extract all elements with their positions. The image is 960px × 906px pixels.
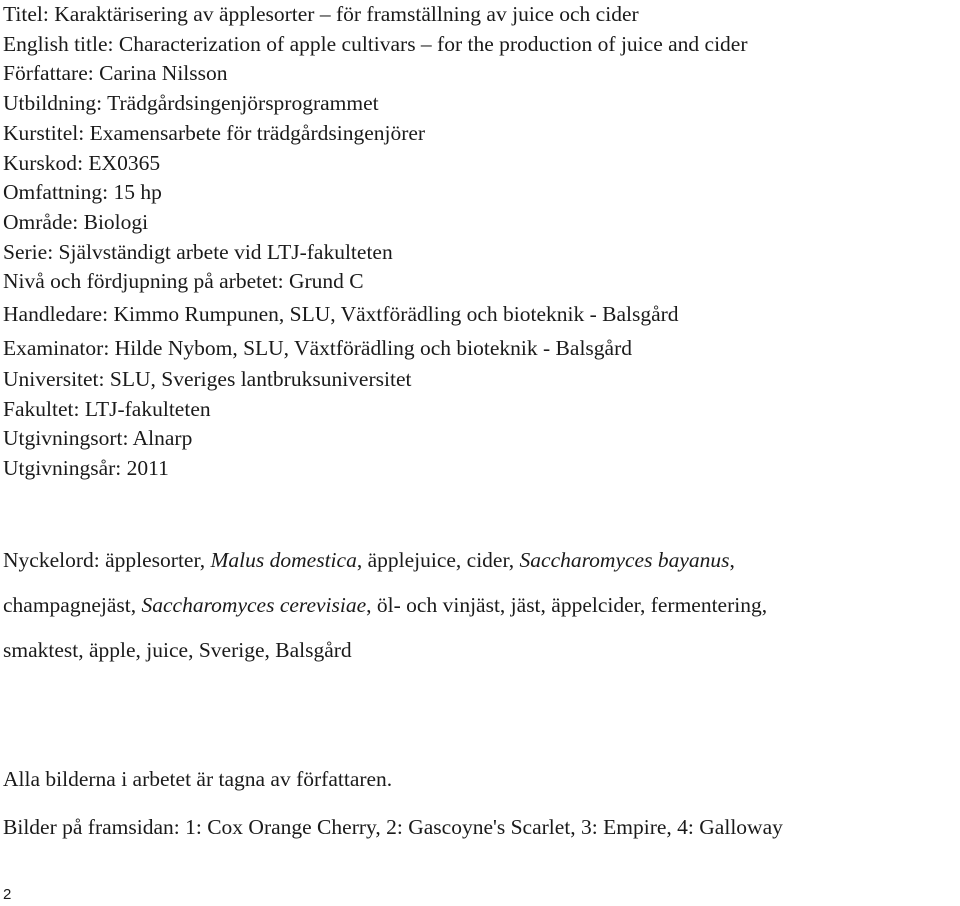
metadata-label: Omfattning: [3, 180, 103, 205]
metadata-value: Characterization of apple cultivars – for the production of juice and cider: [118, 31, 748, 56]
keyword-run: smaktest, äpple, juice, Sverige, Balsgård: [3, 637, 352, 662]
metadata-value: Alnarp: [132, 426, 193, 451]
metadata-label: Utgivningsår: [3, 456, 116, 481]
keyword-run: , öl- och vinjäst, jäst, äppelcider, fermentering,: [366, 592, 768, 617]
photo-credit-note: Alla bilderna i arbetet är tagna av författaren.: [3, 767, 393, 791]
keyword-run: äpplesorter,: [99, 548, 211, 572]
metadata-value: 15 hp: [113, 180, 162, 205]
metadata-line-level: Nivå och fördjupning på arbetet: Grund C: [3, 269, 364, 294]
metadata-value: Kimmo Rumpunen, SLU, Växtförädling och bioteknik - Balsgård: [113, 302, 679, 327]
keywords-line: [3, 628, 767, 673]
metadata-line-place: Utgivningsort: Alnarp: [3, 426, 193, 451]
metadata-label: Titel: [3, 2, 43, 26]
keyword-run-italic: Saccharomyces bayanus: [519, 548, 730, 572]
metadata-line-scope: Omfattning: 15 hp: [3, 180, 162, 205]
metadata-label: Serie: [3, 239, 48, 264]
keywords-label: Nyckelord: [3, 548, 94, 572]
keyword-run-italic: Saccharomyces cerevisiae: [141, 592, 367, 617]
metadata-line-faculty: Fakultet: LTJ-fakulteten: [3, 396, 211, 421]
metadata-value: Grund C: [289, 269, 364, 294]
metadata-label: Utgivningsort: [3, 426, 123, 451]
metadata-label: Nivå och fördjupning på arbetet: [3, 269, 278, 294]
metadata-value: Hilde Nybom, SLU, Växtförädling och bioteknik - Balsgård: [114, 336, 632, 361]
metadata-value: 2011: [126, 456, 169, 481]
metadata-line-english-title: English title: Characterization of apple cultivars – for the production of juice and cider: [3, 31, 748, 56]
metadata-line-course-title: Kurstitel: Examensarbete för trädgårdsingenjörer: [3, 120, 426, 145]
metadata-value: Examensarbete för trädgårdsingenjörer: [89, 120, 426, 145]
keyword-run-italic: Malus domestica: [210, 548, 357, 572]
metadata-line-year: Utgivningsår: 2011: [3, 456, 169, 481]
page-number: 2: [3, 886, 12, 903]
metadata-value: Biologi: [83, 209, 149, 234]
metadata-label: Utbildning: [3, 91, 97, 116]
metadata-value: LTJ-fakulteten: [84, 396, 211, 421]
metadata-label: Examinator: [3, 336, 104, 361]
metadata-line-university: Universitet: SLU, Sveriges lantbruksuniversitet: [3, 367, 412, 392]
metadata-value: Karaktärisering av äpplesorter – för framställning av juice och cider: [54, 2, 639, 26]
metadata-line-examiner: Examinator: Hilde Nybom, SLU, Växtförädling och bioteknik - Balsgård: [3, 336, 632, 361]
keywords-line: [3, 583, 767, 628]
metadata-value: Trädgårdsingenjörsprogrammet: [107, 91, 379, 116]
metadata-line-education: Utbildning: Trädgårdsingenjörsprogrammet: [3, 91, 379, 116]
metadata-line-series: Serie: Självständigt arbete vid LTJ-fakulteten: [3, 239, 393, 264]
cover-images-note: Bilder på framsidan: 1: Cox Orange Cherry, 2: Gascoyne's Scarlet, 3: Empire, 4: Galloway: [3, 815, 783, 839]
metadata-label: Författare: [3, 61, 88, 86]
keywords-block: [3, 538, 767, 672]
metadata-value: SLU, Sveriges lantbruksuniversitet: [109, 367, 412, 392]
metadata-value: Självständigt arbete vid LTJ-fakulteten: [58, 239, 393, 264]
metadata-label: Handledare: [3, 302, 103, 327]
metadata-value: EX0365: [88, 150, 161, 175]
metadata-label: English title: [3, 31, 108, 56]
metadata-label: Universitet: [3, 367, 99, 392]
thesis-metadata: [3, 0, 748, 484]
keyword-run: ,: [729, 548, 735, 572]
metadata-label: Fakultet: [3, 396, 74, 421]
metadata-label: Kurstitel: [3, 120, 79, 145]
metadata-value: Carina Nilsson: [99, 61, 228, 86]
keyword-run: champagnejäst,: [3, 592, 142, 617]
keyword-run: , äpplejuice, cider,: [356, 548, 520, 572]
keywords-line: Nyckelord: äpplesorter, Malus domestica, äpplejuice, cider, Saccharomyces bayanus,: [3, 548, 735, 572]
metadata-line-area: Område: Biologi: [3, 209, 149, 234]
metadata-label: Område: [3, 209, 73, 234]
metadata-label: Kurskod: [3, 150, 78, 175]
metadata-line-title: Titel: Karaktärisering av äpplesorter – för framställning av juice och cider: [3, 2, 639, 26]
metadata-line-course-code: Kurskod: EX0365: [3, 150, 161, 175]
metadata-line-supervisor: Handledare: Kimmo Rumpunen, SLU, Växtförädling och bioteknik - Balsgård: [3, 302, 679, 327]
metadata-line-author: Författare: Carina Nilsson: [3, 61, 228, 86]
